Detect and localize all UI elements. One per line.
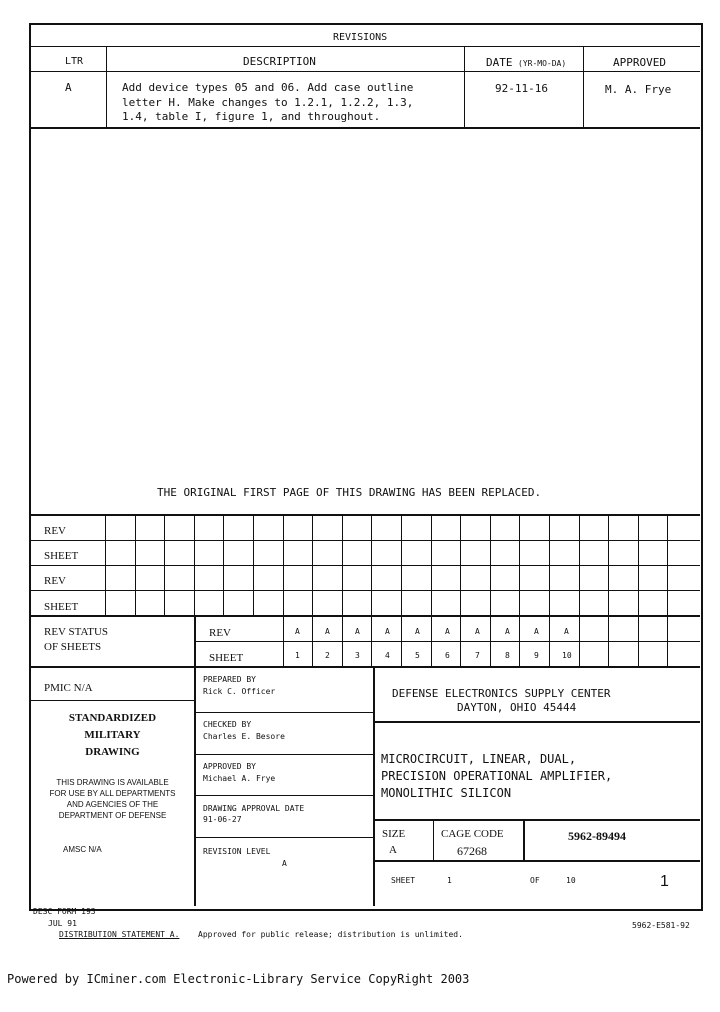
grid-rule	[401, 515, 402, 666]
doc-code: 5962-E581-92	[632, 921, 690, 930]
grid-rule	[431, 515, 432, 666]
rule	[30, 666, 700, 668]
amsc: AMSC N/A	[63, 845, 102, 854]
status-rev-value: A	[415, 627, 420, 636]
grid-rule	[490, 515, 491, 666]
date-header: DATE	[486, 56, 513, 69]
status-sheet-label: SHEET	[209, 652, 244, 664]
status-sheet-value: 10	[562, 651, 572, 660]
rule	[30, 700, 195, 701]
agency-name: DEFENSE ELECTRONICS SUPPLY CENTER	[392, 687, 611, 700]
availability-line: THIS DRAWING IS AVAILABLE	[56, 778, 169, 787]
grid-rule	[579, 515, 580, 666]
grid-rule	[105, 515, 106, 615]
rev-row-label: REV	[44, 525, 66, 537]
rule	[195, 754, 373, 755]
title-line: MONOLITHIC SILICON	[381, 786, 512, 800]
cage-value: 67268	[457, 844, 487, 858]
status-rev-value: A	[505, 627, 510, 636]
revision-level-value: A	[282, 859, 287, 868]
status-rev-label: REV	[209, 627, 231, 639]
revision-desc-line: letter H. Make changes to 1.2.1, 1.2.2, 1.3,	[122, 96, 414, 109]
grid-rule	[223, 515, 224, 615]
grid-rule	[164, 515, 165, 615]
status-rev-value: A	[295, 627, 300, 636]
status-rev-value: A	[385, 627, 390, 636]
approval-date-label: DRAWING APPROVAL DATE	[203, 804, 305, 813]
grid-rule	[519, 515, 520, 666]
description-header: DESCRIPTION	[243, 55, 316, 68]
status-sheet-value: 4	[385, 651, 390, 660]
sheet-label: SHEET	[391, 876, 416, 885]
status-sheet-value: 5	[415, 651, 420, 660]
grid-rule	[667, 515, 668, 666]
rule	[374, 819, 700, 821]
grid-rule	[194, 515, 195, 615]
status-rev-value: A	[355, 627, 360, 636]
revision-approved: M. A. Frye	[605, 83, 672, 96]
approved-header: APPROVED	[613, 56, 666, 69]
status-sheet-value: 1	[295, 651, 300, 660]
revision-date: 92-11-16	[495, 82, 548, 95]
rule	[106, 47, 107, 127]
standardized-line: DRAWING	[85, 746, 140, 758]
availability-line: FOR USE BY ALL DEPARTMENTS	[49, 789, 176, 798]
big-sheet-number: 1	[660, 873, 669, 890]
approved-by-label: APPROVED BY	[203, 762, 256, 771]
rule	[30, 565, 700, 566]
grid-rule	[135, 515, 136, 615]
rule	[30, 615, 700, 617]
sheet-row-label: SHEET	[44, 550, 79, 562]
rule	[30, 127, 700, 129]
of-sheets-label: OF SHEETS	[44, 641, 102, 653]
rev-row-label: REV	[44, 575, 66, 587]
availability-line: AND AGENCIES OF THE	[66, 800, 159, 809]
agency-location: DAYTON, OHIO 45444	[457, 701, 577, 714]
replaced-notice: THE ORIGINAL FIRST PAGE OF THIS DRAWING HAS BEEN REPLACED.	[157, 486, 542, 499]
rule	[433, 820, 434, 860]
rule	[374, 721, 700, 723]
size-value: A	[389, 844, 397, 856]
distribution-label: DISTRIBUTION STATEMENT A.	[59, 930, 180, 939]
checked-label: CHECKED BY	[203, 720, 252, 729]
status-rev-value: A	[564, 627, 569, 636]
rule	[195, 837, 373, 838]
rule	[194, 641, 700, 642]
rule	[464, 47, 465, 127]
status-sheet-value: 3	[355, 651, 360, 660]
standardized-line: STANDARDIZED	[68, 712, 157, 724]
ltr-header: LTR	[65, 56, 84, 67]
status-rev-value: A	[475, 627, 480, 636]
rule	[583, 47, 584, 127]
distribution-text: Approved for public release; distribution is unlimited.	[198, 930, 463, 939]
rule	[195, 712, 373, 713]
rule	[30, 540, 700, 541]
rule	[30, 514, 700, 516]
revision-level-label: REVISION LEVEL	[203, 847, 271, 856]
form-date: JUL 91	[48, 919, 77, 928]
checked-name: Charles E. Besore	[203, 732, 285, 741]
grid-rule	[549, 515, 550, 666]
rev-status-label: REV STATUS	[44, 626, 109, 638]
of-value: 10	[566, 876, 576, 885]
grid-rule	[312, 515, 313, 666]
grid-rule	[638, 515, 639, 666]
prepared-name: Rick C. Officer	[203, 687, 276, 696]
status-sheet-value: 2	[325, 651, 330, 660]
of-label: OF	[530, 876, 540, 885]
revision-ltr: A	[65, 81, 72, 94]
rule	[30, 46, 700, 47]
status-sheet-value: 8	[505, 651, 510, 660]
revisions-title: REVISIONS	[333, 32, 388, 43]
status-rev-value: A	[445, 627, 450, 636]
grid-rule	[460, 515, 461, 666]
availability-line: DEPARTMENT OF DEFENSE	[58, 811, 167, 820]
approved-by-name: Michael A. Frye	[203, 774, 276, 783]
date-format: (YR-MO-DA)	[518, 59, 567, 68]
rule	[373, 667, 375, 906]
size-label: SIZE	[382, 828, 406, 840]
pmic: PMIC N/A	[44, 682, 93, 694]
form-number: DESC FORM 193	[33, 907, 96, 916]
revision-desc-line: Add device types 05 and 06. Add case outline	[122, 81, 414, 94]
drawing-number: 5962-89494	[568, 829, 626, 843]
status-rev-value: A	[325, 627, 330, 636]
title-line: PRECISION OPERATIONAL AMPLIFIER,	[381, 769, 613, 783]
rule	[374, 860, 700, 862]
rule	[523, 820, 525, 860]
sheet-value: 1	[447, 876, 452, 885]
sheet-row-label: SHEET	[44, 601, 79, 613]
footer-link[interactable]: Powered by ICminer.com Electronic-Library Service CopyRight 2003	[7, 972, 470, 986]
revision-desc-line: 1.4, table I, figure 1, and throughout.	[122, 110, 381, 123]
rule	[30, 590, 700, 591]
status-sheet-value: 7	[475, 651, 480, 660]
rule	[195, 795, 373, 796]
grid-rule	[283, 515, 284, 666]
grid-rule	[253, 515, 254, 615]
status-rev-value: A	[534, 627, 539, 636]
rule	[194, 616, 196, 667]
grid-rule	[342, 515, 343, 666]
grid-rule	[608, 515, 609, 666]
rule	[30, 71, 700, 72]
status-sheet-value: 9	[534, 651, 539, 660]
standardized-line: MILITARY	[84, 729, 141, 741]
approval-date-value: 91-06-27	[203, 815, 242, 824]
title-line: MICROCIRCUIT, LINEAR, DUAL,	[381, 752, 577, 766]
status-sheet-value: 6	[445, 651, 450, 660]
grid-rule	[371, 515, 372, 666]
prepared-label: PREPARED BY	[203, 675, 256, 684]
cage-label: CAGE CODE	[441, 828, 504, 840]
